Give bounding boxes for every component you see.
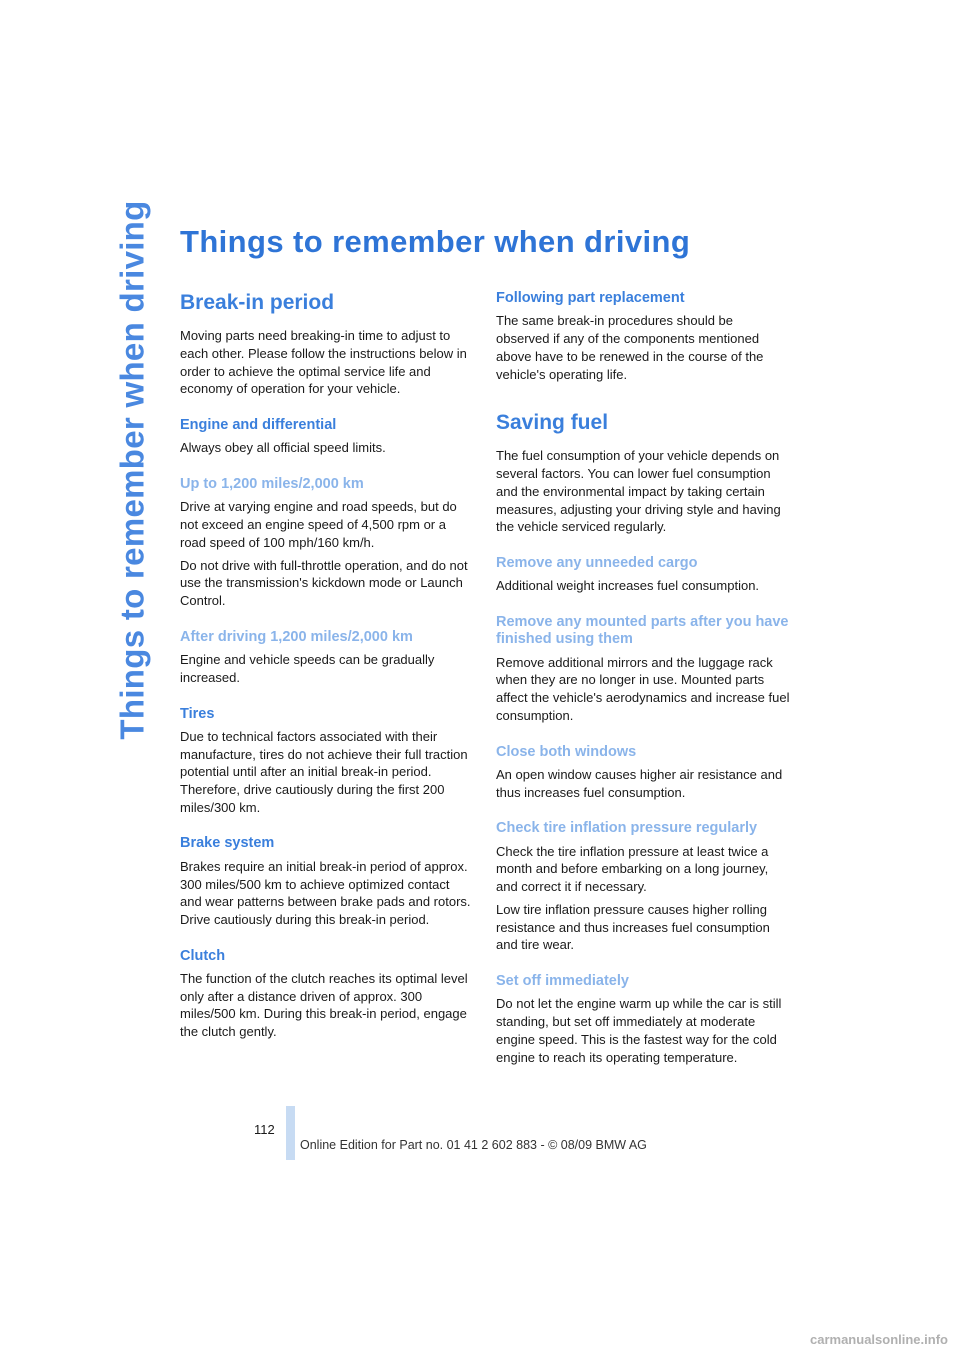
paragraph-set-off: Do not let the engine warm up while the car is still standing, but set off immediately at moderate engine speed. This is the fastest way for the cold engine to reach its operating temperature. <box>496 996 782 1065</box>
heading-saving-fuel: Saving fuel <box>496 411 609 435</box>
paragraph-up-to-2: Do not drive with full-throttle operation, and do not use the transmission's kickdown mode or Launch Control. <box>180 557 468 608</box>
paragraph-up-to-1: Drive at varying engine and road speeds, but do not exceed an engine speed of 4,500 rpm or a road speed of 100 mph/160 km/h. <box>180 499 457 550</box>
paragraph-tire-pressure-2: Low tire inflation pressure causes higher rolling resistance and thus increases fuel consumption and tire wear. <box>496 901 770 953</box>
heading-up-to-1200: Up to 1,200 miles/2,000 km <box>180 476 364 493</box>
heading-brake-system: Brake system <box>180 835 275 852</box>
heading-break-in-period: Break-in period <box>180 291 335 314</box>
side-chapter-title-text: Things to remember when driving <box>114 200 152 740</box>
paragraph-tire-pressure-1: Check the tire inflation pressure at least twice a month and before embarking on a long journey, and correct it if necessary. <box>496 843 769 895</box>
right-column <box>496 290 790 1071</box>
paragraph-following: The same break-in procedures should be observed if any of the components mentioned above have to be renewed in the course of the vehicle's operating life. <box>496 313 764 382</box>
heading-following-part-replacement: Following part replacement <box>496 290 685 306</box>
paragraph-cargo: Additional weight increases fuel consumption. <box>496 578 760 594</box>
heading-remove-cargo: Remove any unneeded cargo <box>496 554 698 571</box>
paragraph-windows: An open window causes higher air resistance and thus increases fuel consumption. <box>496 766 783 800</box>
paragraph-saving: The fuel consumption of your vehicle depends on several factors. You can lower fuel consumption and the environmental impact by taking certain measures, adjusting your driving style and having the vehicle serviced regularly. <box>496 448 781 535</box>
paragraph-clutch: The function of the clutch reaches its optimal level only after a distance driven of approx. 300 miles/500 km. During this break-in period, engage the clutch gently. <box>180 971 468 1040</box>
paragraph-after: Engine and vehicle speeds can be gradually increased. <box>180 652 435 685</box>
paragraph-tires: Due to technical factors associated with their manufacture, tires do not achieve their full traction potential until after an initial break-in period. Therefore, drive cautiously during the first 200 miles/300 km. <box>180 728 468 815</box>
paragraph-engine: Always obey all official speed limits. <box>180 440 386 456</box>
heading-clutch: Clutch <box>180 947 226 964</box>
paragraph-mounted: Remove additional mirrors and the luggage rack when they are no longer in use. Mounted parts affect the vehicle's aerodynamics and increase fuel consumption. <box>496 654 790 723</box>
footer-edition-note: Online Edition for Part no. 01 41 2 602 883 - © 08/09 BMW AG <box>300 1138 647 1152</box>
left-column <box>180 290 474 1046</box>
paragraph-break-in: Moving parts need breaking-in time to adjust to each other. Please follow the instructions below in order to achieve the optimal service life and economy of operation for your vehicle. <box>180 328 467 397</box>
heading-remove-mounted-parts: Remove any mounted parts after you have finished using them <box>496 614 789 648</box>
heading-set-off-immediately: Set off immediately <box>496 973 629 989</box>
heading-close-windows: Close both windows <box>496 743 637 760</box>
footer-accent-bar <box>286 1106 295 1160</box>
page-number: 112 <box>254 1122 275 1137</box>
paragraph-brake: Brakes require an initial break-in period of approx. 300 miles/500 km to achieve optimized contact and wear patterns between brake pads and rotors. Drive cautiously during this break-in period. <box>180 858 471 927</box>
heading-tires: Tires <box>180 705 215 722</box>
side-chapter-title <box>112 200 154 740</box>
heading-check-tire-pressure: Check tire inflation pressure regularly <box>496 820 758 837</box>
heading-engine-differential: Engine and differential <box>180 417 337 433</box>
watermark: carmanualsonline.info <box>810 1332 948 1347</box>
heading-after-1200: After driving 1,200 miles/2,000 km <box>180 628 413 645</box>
page-title: Things to remember when driving <box>180 224 691 259</box>
